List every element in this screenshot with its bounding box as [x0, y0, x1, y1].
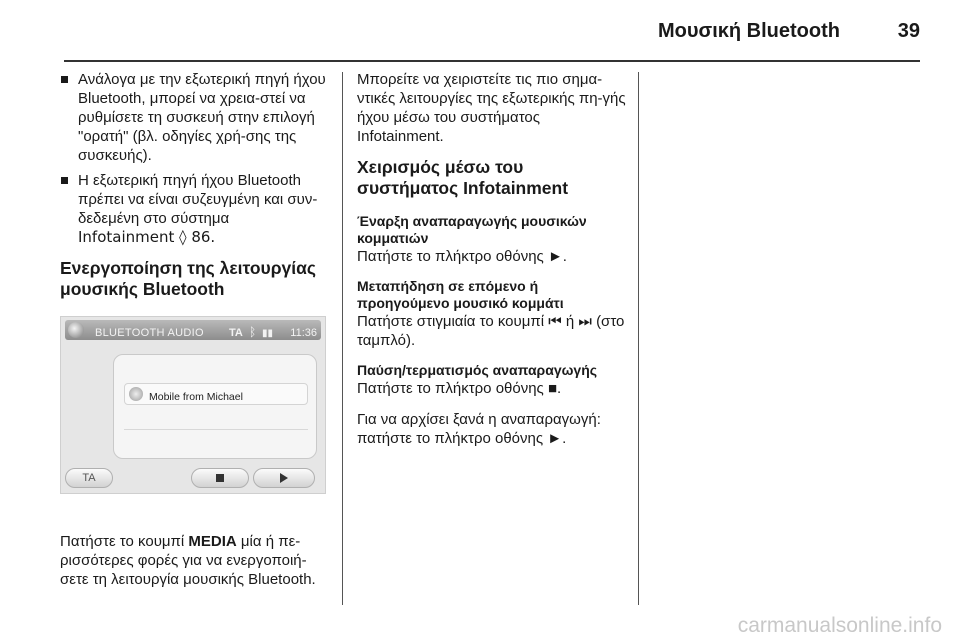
bluetooth-audio-screen-illustration: [60, 316, 326, 494]
page-title: Μουσική Bluetooth: [658, 20, 840, 42]
instruction-text: Για να αρχίσει ξανά η αναπαραγωγή: πατήστε το πλήκτρο οθόνης ►.: [357, 411, 601, 447]
bullet-item: [60, 171, 332, 247]
page-number: 39: [897, 20, 920, 42]
bullet-item: [60, 70, 332, 165]
instruction-text: Πατήστε στιγμιαία το κουμπί ⏮ ή ⏭ (στο ταμπλό).: [357, 313, 625, 349]
screen-title: BLUETOOTH AUDIO: [95, 327, 204, 339]
bluetooth-device-icon: [129, 387, 143, 401]
media-key-label: MEDIA: [188, 533, 237, 550]
intro-text: Μπορείτε να χειριστείτε τις πιο σημα-ντικές λειτουργίες της εξωτερικής πη-γής ήχου μέσω του συστήματος Infotainment.: [357, 71, 626, 145]
subheading: Παύση/τερματισμός αναπαραγωγής: [357, 362, 598, 378]
bluetooth-icon: ᛒ: [249, 325, 257, 339]
bullet-square-icon: [61, 177, 68, 184]
stop-icon: [216, 474, 224, 482]
cross-reference: Infotainment ◊ 86.: [78, 228, 216, 246]
bullet-text: Ανάλογα με την εξωτερική πηγή ήχου Bluetooth, μπορεί να χρεια-στεί να ρυθμίσετε τη συσκευή στην επιλογή "ορατή" (βλ. οδηγίες χρή-σης της συσκευής).: [78, 71, 326, 164]
bullet-square-icon: [61, 76, 68, 83]
ta-button: TA: [65, 468, 113, 488]
device-row: [124, 383, 308, 405]
instruction-text: Πατήστε το πλήκτρο οθόνης ►.: [357, 248, 567, 265]
column-divider: [342, 72, 343, 605]
column-divider: [638, 72, 639, 605]
ta-indicator: TA: [229, 327, 243, 339]
watermark: carmanualsonline.info: [737, 614, 942, 637]
divider: [124, 429, 308, 430]
stop-button: [191, 468, 249, 488]
signal-strength-icon: ▮▮: [262, 328, 274, 339]
instruction-text: Πατήστε το κουμπί MEDIA μία ή πε-ρισσότερες φορές για να ενεργοποιή-σετε τη λειτουργία μουσικής Bluetooth.: [60, 533, 316, 588]
middle-column: [357, 70, 629, 448]
screen-title-bar: [65, 320, 321, 340]
instruction-text: Πατήστε το πλήκτρο οθόνης ■.: [357, 380, 562, 397]
device-panel: [113, 354, 317, 459]
infotainment-logo-icon: [68, 322, 84, 338]
left-column: [60, 70, 332, 589]
bullet-text: Η εξωτερική πηγή ήχου Bluetooth πρέπει να είναι συζευγμένη και συν-δεδεμένη στο σύστημα: [78, 172, 318, 227]
clock: 11:36: [290, 327, 317, 339]
play-icon: [280, 473, 288, 483]
section-title: Ενεργοποίηση της λειτουργίας μουσικής Bluetooth: [60, 258, 316, 299]
subheading: Έναρξη αναπαραγωγής μουσικών κομματιών: [357, 213, 587, 246]
play-button: [253, 468, 315, 488]
device-name: Mobile from Michael: [149, 391, 243, 403]
section-title: Χειρισμός μέσω του συστήματος Infotainment: [357, 157, 569, 198]
page-header: [64, 14, 920, 62]
subheading: Μεταπήδηση σε επόμενο ή προηγούμενο μουσικό κομμάτι: [357, 278, 564, 311]
